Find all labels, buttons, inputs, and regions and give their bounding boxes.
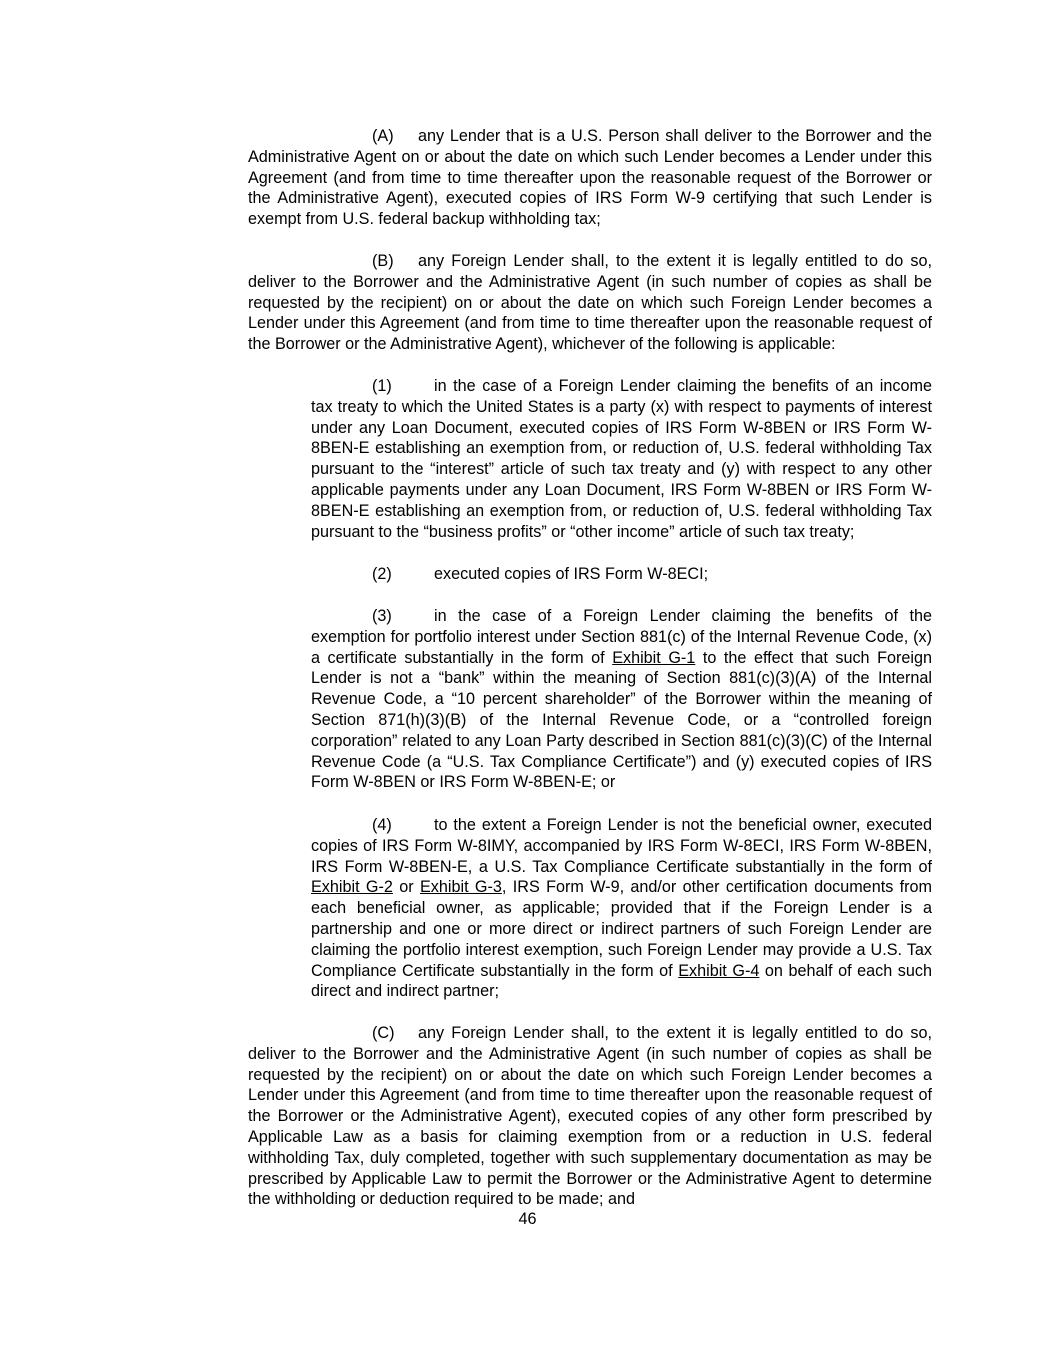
paragraph-b4-text-2: or [392, 878, 420, 897]
paragraph-a-text: any Lender that is a U.S. Person shall deliver to the Borrower and the Administrative Agent on or about the date on which such Lender becomes a Lender under this Agreement (and from time to time thereafter upon the reasonable request of the Borrower or the Administrative Agent), executed copies of IRS Form W-9 certifying that such Lender is exempt from U.S. federal backup withholding tax; [248, 127, 932, 229]
paragraph-b4-label: (4) [372, 816, 392, 834]
paragraph-b4 [311, 815, 932, 1002]
paragraph-b2 [311, 564, 932, 585]
page-number: 46 [518, 1210, 537, 1228]
exhibit-g4-link[interactable]: Exhibit G-4 [678, 961, 760, 980]
paragraph-b4-text-3: , IRS Form W-9, and/or other certification documents from each beneficial owner, as applicable; provided that if the Foreign Lender is a partnership and one or more direct or indirect partners of such Foreign Lender are claiming the portfolio interest exemption, such Foreign Lender may provide a U.S. Tax Compliance Certificate substantially in the form of [311, 878, 932, 980]
paragraph-b3-label: (3) [372, 607, 392, 625]
paragraph-b1-label: (1) [372, 377, 392, 395]
paragraph-b3-text-2: to the effect that such Foreign Lender is not a “bank” within the meaning of Section 881(c)(3)(A) of the Internal Revenue Code, a “10 percent shareholder” of the Borrower within the meaning of Section 871(h)(3)(B) of the Internal Revenue Code, or a “controlled foreign corporation” related to any Loan Party described in Section 881(c)(3)(C) of the Internal Revenue Code (a “U.S. Tax Compliance Certificate”) and (y) executed copies of IRS Form W-8BEN or IRS Form W-8BEN-E; or [311, 648, 932, 792]
paragraph-a-label: (A) [372, 127, 394, 145]
exhibit-g1-link[interactable]: Exhibit G-1 [612, 648, 696, 667]
paragraph-b-text: any Foreign Lender shall, to the extent it is legally entitled to do so, deliver to the Borrower and the Administrative Agent (in such number of copies as shall be requested by the recipient) on or about the date on which such Foreign Lender becomes a Lender under this Agreement (and from time to time thereafter upon the reasonable request of the Borrower or the Administrative Agent), whichever of the following is applicable: [248, 252, 932, 354]
paragraph-a [248, 126, 932, 230]
paragraph-c-label: (C) [372, 1024, 395, 1042]
paragraph-b1-text: in the case of a Foreign Lender claiming the benefits of an income tax treaty to which the United States is a party (x) with respect to payments of interest under any Loan Document, executed copies of IRS Form W-8BEN or IRS Form W-8BEN-E establishing an exemption from, or reduction of, U.S. federal withholding Tax pursuant to the “interest” article of such tax treaty and (y) with respect to any other applicable payments under any Loan Document, IRS Form W-8BEN or IRS Form W-8BEN-E establishing an exemption from, or reduction of, U.S. federal withholding Tax pursuant to the “business profits” or “other income” article of such tax treaty; [311, 377, 932, 541]
paragraph-b1 [311, 376, 932, 542]
paragraph-b [248, 251, 932, 355]
paragraph-c [248, 1023, 932, 1210]
exhibit-g2-link[interactable]: Exhibit G-2 [311, 878, 393, 897]
paragraph-b-label: (B) [372, 252, 394, 270]
paragraph-b3-text-1: in the case of a Foreign Lender claiming the benefits of the exemption for portfolio interest under Section 881(c) of the Internal Revenue Code, (x) a certificate substantially in the form of [311, 607, 932, 667]
paragraph-b4-text-1: to the extent a Foreign Lender is not the beneficial owner, executed copies of IRS Form W-8IMY, accompanied by IRS Form W-8ECI, IRS Form W-8BEN, IRS Form W-8BEN-E, a U.S. Tax Compliance Certificate substantially in the form of [311, 816, 932, 876]
paragraph-b2-label: (2) [372, 565, 392, 583]
paragraph-b4-text-4: on behalf of each such direct and indirect partner; [311, 961, 932, 1001]
paragraph-b3 [311, 606, 932, 793]
paragraph-b2-text: executed copies of IRS Form W-8ECI; [434, 565, 709, 583]
paragraph-c-text: any Foreign Lender shall, to the extent it is legally entitled to do so, deliver to the Borrower and the Administrative Agent (in such number of copies as shall be requested by the recipient) on or about the date on which such Foreign Lender becomes a Lender under this Agreement (and from time to time thereafter upon the reasonable request of the Borrower or the Administrative Agent), executed copies of any other form prescribed by Applicable Law as a basis for claiming exemption from or a reduction in U.S. federal withholding Tax, duly completed, together with such supplementary documentation as may be prescribed by Applicable Law to permit the Borrower or the Administrative Agent to determine the withholding or deduction required to be made; and [248, 1024, 932, 1209]
exhibit-g3-link[interactable]: Exhibit G-3 [420, 878, 502, 897]
